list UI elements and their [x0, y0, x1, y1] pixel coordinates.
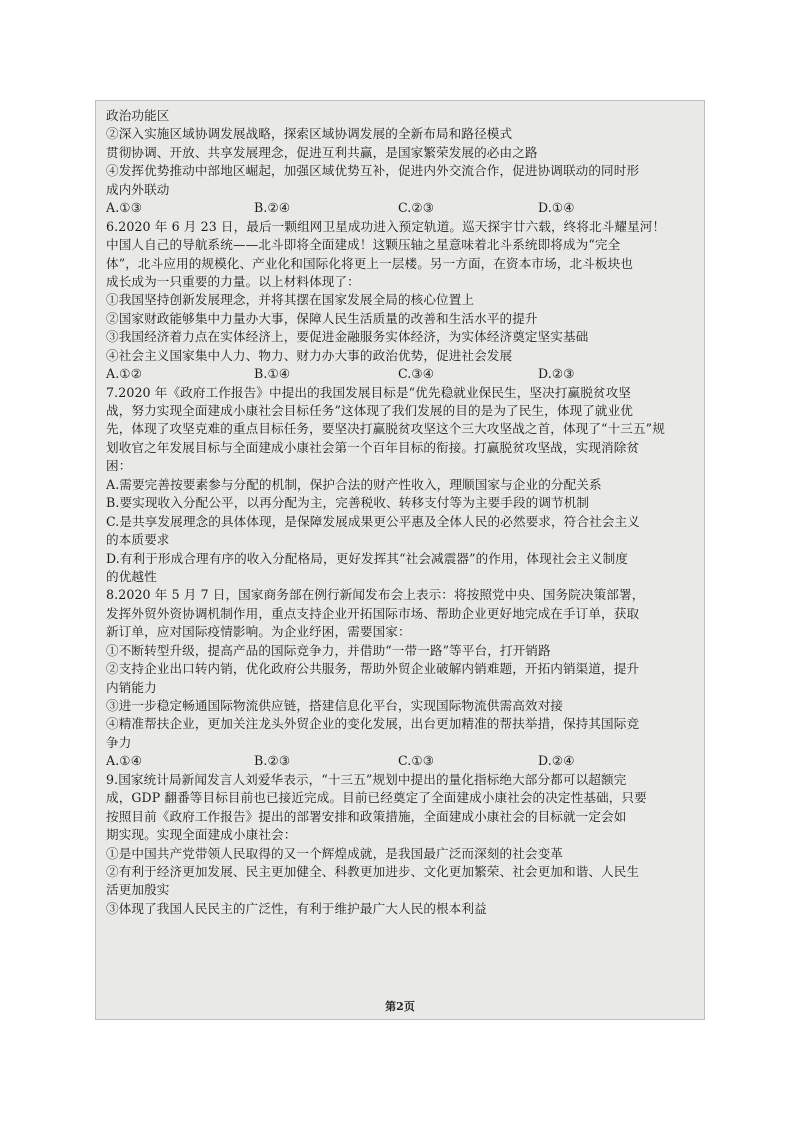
- text-line: 体”，北斗应用的规模化、产业化和国际化将更上一层楼。另一方面，在资本市场，北斗板块也: [106, 255, 633, 271]
- answer-option: A.①③: [106, 200, 143, 216]
- text-line: 贯彻协调、开放、共享发展理念，促进互利共赢，是国家繁荣发展的必由之路: [106, 144, 538, 160]
- text-line: ②深入实施区域协调发展战略，探索区域协调发展的全新布局和路径模式: [106, 126, 513, 142]
- text-line: 按照目前《政府工作报告》提出的部署安排和政策措施，全面建成小康社会的目标就一定会如: [106, 808, 627, 824]
- answer-option: B.②③: [254, 753, 291, 769]
- text-line: 成长成为一只重要的力量。以上材料体现了：: [106, 273, 360, 289]
- text-line: 争力: [106, 734, 132, 750]
- text-line: 9.国家统计局新闻发言人刘爱华表示，“十三五”规划中提出的量化指标绝大部分都可以超额完: [106, 771, 627, 787]
- text-line: ①不断转型升级，提高产品的国际竞争力，并借助“一带一路”等平台，打开销路: [106, 642, 551, 658]
- text-line: B.要实现收入分配公平，以再分配为主，完善税收、转移支付等为主要手段的调节机制: [106, 495, 590, 511]
- text-line: 困：: [106, 458, 132, 474]
- text-line: ④社会主义国家集中人力、物力、财力办大事的政治优势，促进社会发展: [106, 347, 513, 363]
- answer-option: C.③④: [398, 366, 435, 382]
- text-line: ④精准帮扶企业，更加关注龙头外贸企业的变化发展，出台更加精准的帮扶举措，保持其国际竞: [106, 716, 640, 732]
- answer-options: [106, 365, 696, 383]
- answer-option: C.①③: [398, 753, 435, 769]
- text-line: 的本质要求: [106, 532, 170, 548]
- answer-option: A.①④: [106, 753, 143, 769]
- text-line: 划收官之年发展目标与全面建成小康社会第一个百年目标的衔接。打赢脱贫攻坚战，实现消除贫: [106, 439, 640, 455]
- text-line: C.是共享发展理念的具体体现，是保障发展成果更公平惠及全体人民的必然要求，符合社会主义: [106, 513, 640, 529]
- text-line: 中国人自己的导航系统——北斗即将全面建成！这颗压轴之星意味着北斗系统即将成为“完全: [106, 237, 621, 253]
- text-line: 先，体现了攻坚克难的重点目标任务，要坚决打赢脱贫攻坚这个三大攻坚战之首，体现了“十三五”规: [106, 421, 665, 437]
- page-content: [106, 107, 696, 918]
- text-line: ②国家财政能够集中力量办大事，保障人民生活质量的改善和生活水平的提升: [106, 310, 538, 326]
- text-line: ①我国坚持创新发展理念，并将其摆在国家发展全局的核心位置上: [106, 292, 475, 308]
- text-line: 6.2020 年 6 月 23 日，最后一颗组网卫星成功进入预定轨道。巡天探宇廿六载，终将北斗耀星河！: [106, 218, 666, 234]
- text-line: 战，努力实现全面建成小康社会目标任务”这体现了我们发展的目的是为了民生，体现了就业优: [106, 403, 633, 418]
- answer-option: B.①④: [254, 366, 291, 382]
- text-line: 政治功能区: [106, 108, 170, 123]
- text-line: ③体现了我国人民民主的广泛性，有利于维护最广大人民的根本利益: [106, 900, 487, 916]
- text-line: ②支持企业出口转内销，优化政府公共服务，帮助外贸企业破解内销难题，开拓内销渠道，提升: [106, 661, 640, 677]
- answer-option: D.①④: [538, 200, 575, 216]
- answer-option: C.②③: [398, 200, 435, 216]
- text-line: 发挥外贸外资协调机制作用，重点支持企业开拓国际市场、帮助企业更好地完成在手订单，获取: [106, 605, 640, 621]
- answer-option: D.②③: [538, 366, 575, 382]
- text-line: 内销能力: [106, 679, 157, 695]
- exam-page: [95, 100, 705, 1020]
- text-line: 7.2020 年《政府工作报告》中提出的我国发展目标是“优先稳就业保民生，坚决打赢脱贫攻坚: [106, 384, 631, 400]
- text-line: 8.2020 年 5 月 7 日，国家商务部在例行新闻发布会上表示：将按照党中央、国务院决策部署，: [106, 587, 645, 603]
- answer-option: A.①②: [106, 366, 143, 382]
- text-line: 期实现。实现全面建成小康社会：: [106, 827, 297, 843]
- text-line: 成，GDP 翻番等目标目前也已接近完成。目前已经奠定了全面建成小康社会的决定性基础，只要: [106, 790, 647, 806]
- text-line: D.有利于形成合理有序的收入分配格局，更好发挥其“社会减震器”的作用，体现社会主义制度: [106, 550, 628, 566]
- answer-options: [106, 199, 696, 217]
- text-line: 的优越性: [106, 568, 157, 584]
- text-line: ④发挥优势推动中部地区崛起，加强区域优势互补，促进内外交流合作，促进协调联动的同时形: [106, 163, 640, 179]
- answer-options: [106, 752, 696, 770]
- text-line: ③进一步稳定畅通国际物流供应链，搭建信息化平台，实现国际物流供需高效对接: [106, 698, 563, 713]
- text-line: ②有利于经济更加发展、民主更加健全、科教更加进步、文化更加繁荣、社会更加和谐、人民生: [106, 863, 640, 879]
- page-number: 第2页: [385, 1000, 415, 1013]
- text-line: 成内外联动: [106, 181, 170, 197]
- text-line: ③我国经济着力点在实体经济上，要促进金融服务实体经济，为实体经济奠定坚实基础: [106, 329, 589, 345]
- answer-option: B.②④: [254, 200, 291, 216]
- text-line: ①是中国共产党带领人民取得的又一个辉煌成就，是我国最广泛而深刻的社会变革: [106, 845, 563, 861]
- text-line: A.需要完善按要素参与分配的机制，保护合法的财产性收入，理顺国家与企业的分配关系: [106, 476, 602, 492]
- answer-option: D.②④: [538, 753, 575, 769]
- text-line: 新订单，应对国际疫情影响。为企业纾困，需要国家：: [106, 624, 411, 640]
- text-line: 活更加殷实: [106, 882, 170, 898]
